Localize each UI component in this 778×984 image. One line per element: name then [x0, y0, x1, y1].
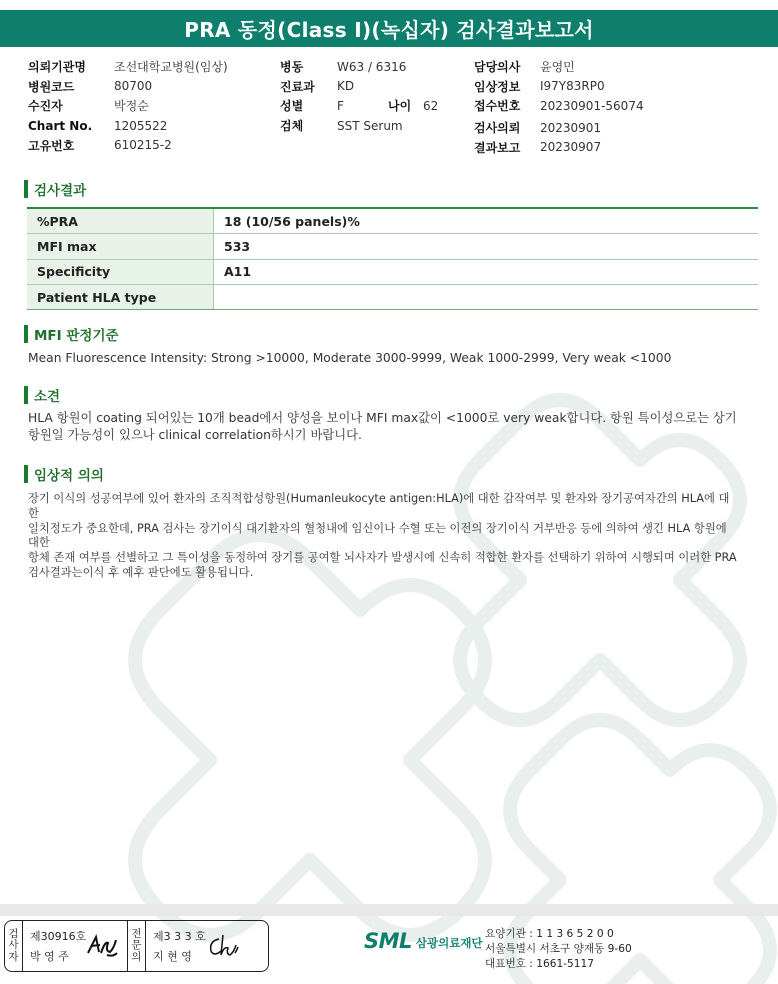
- info-column-2: [280, 57, 438, 135]
- info-value: 윤영민: [540, 60, 575, 75]
- info-label: 병동: [280, 60, 304, 75]
- expert-signature: [207, 933, 243, 959]
- row-value: 533: [224, 238, 251, 254]
- info-value: KD: [337, 79, 355, 94]
- institution-logo: [364, 929, 483, 953]
- row-value: A11: [224, 264, 252, 280]
- opinion-line: 항원일 가능성이 있으나 clinical correlation하시기 바랍니다.: [28, 428, 362, 442]
- info-value: F: [337, 98, 344, 113]
- opinion-line: HLA 항원이 coating 되어있는 10개 bead에서 양성을 보이나 MFI max값이 <1000로 very weak합니다. 항원 특이성으로는 상기: [28, 411, 737, 425]
- info-label: 검체: [280, 119, 304, 134]
- info-label: Chart No.: [28, 118, 93, 133]
- info-label: 병원코드: [28, 79, 75, 94]
- info-row: [280, 57, 438, 77]
- results-table: [27, 207, 758, 310]
- contact-line: 요양기관 : 1 1 3 6 5 2 0 0: [485, 928, 614, 940]
- info-value: 20230901-56074: [540, 98, 644, 113]
- section-title: 검사결과: [34, 183, 87, 199]
- tester-label-char: 검: [8, 927, 19, 940]
- row-label: MFI max: [27, 234, 214, 258]
- clinical-line: 항체 존재 여부를 선별하고 그 특이성을 동정하여 장기를 공여할 뇌사자가 발생시에 신속히 적합한 환자를 선택하기 위하여 시행되며 이러한 PRA: [28, 551, 737, 565]
- mfi-criteria-text: Mean Fluorescence Intensity: Strong >10000, Moderate 3000-9999, Weak 1000-2999, Very weak <1000: [28, 351, 672, 365]
- info-value: 20230907: [540, 140, 602, 155]
- info-row: [474, 137, 644, 157]
- expert-cell: [146, 921, 251, 971]
- age-label: 나이: [388, 99, 412, 114]
- info-value: 80700: [114, 79, 153, 94]
- info-label: 고유번호: [28, 138, 75, 153]
- info-row: [280, 77, 438, 97]
- table-row: [27, 260, 758, 285]
- info-value: SST Serum: [337, 118, 403, 133]
- info-column-1: [28, 57, 228, 155]
- expert-label-char: 의: [131, 950, 142, 963]
- info-label: 의뢰기관명: [28, 60, 86, 75]
- table-row: [27, 285, 758, 310]
- section-results-header: [24, 180, 86, 198]
- footer-separator: [0, 904, 778, 916]
- info-row: [474, 96, 644, 116]
- info-label: 검사의뢰: [474, 121, 521, 136]
- section-clinical-header: [24, 465, 104, 483]
- info-value: 박정순: [114, 99, 149, 114]
- clinical-line: 장기 이식의 성공여부에 있어 환자의 조직적합성항원(Humanleukocyte antigen:HLA)에 대한 감작여부 및 환자와 장기공여자간의 HLA에 대한: [28, 492, 730, 520]
- tester-signature: [85, 933, 119, 959]
- info-row: [474, 77, 644, 97]
- section-title: 소견: [34, 389, 61, 405]
- info-row: [474, 118, 644, 138]
- info-row: [280, 96, 438, 116]
- tester-label-char: 사: [8, 939, 19, 952]
- logo-mark: SML: [364, 929, 412, 953]
- contact-line: 대표번호 : 1661-5117: [485, 958, 594, 970]
- row-label: Specificity: [27, 260, 214, 284]
- expert-license-no: 제3 3 3 호: [153, 930, 206, 943]
- section-marker: [24, 180, 28, 198]
- row-value: 18 (10/56 panels)%: [224, 213, 360, 229]
- info-row: [28, 57, 228, 77]
- info-column-3: [474, 57, 644, 157]
- clinical-significance-text: [28, 492, 740, 581]
- info-value: 20230901: [540, 120, 602, 135]
- section-marker: [24, 325, 28, 343]
- contact-line: 서울특별시 서초구 양재동 9-60: [485, 943, 632, 955]
- tester-license-no: 제30916호: [30, 930, 87, 943]
- section-title: 임상적 의의: [34, 468, 104, 484]
- section-mfi-header: [24, 325, 119, 343]
- section-marker: [24, 465, 28, 483]
- expert-label-char: 문: [131, 939, 142, 952]
- info-label: 접수번호: [474, 99, 521, 114]
- row-label: %PRA: [27, 209, 214, 233]
- info-row: [28, 135, 228, 155]
- section-marker: [24, 386, 28, 404]
- info-label: 수진자: [28, 99, 63, 114]
- expert-label: [128, 921, 146, 971]
- tester-label-char: 자: [8, 950, 19, 963]
- info-label: 결과보고: [474, 140, 521, 155]
- opinion-text: [28, 410, 748, 444]
- info-label: 임상정보: [474, 79, 521, 94]
- section-opinion-header: [24, 386, 60, 404]
- info-row: [28, 77, 228, 97]
- signature-box: [4, 920, 269, 972]
- expert-label-char: 전: [131, 927, 142, 940]
- info-row: [28, 116, 228, 136]
- table-row: [27, 209, 758, 234]
- info-value: 조선대학교병원(임상): [114, 60, 228, 75]
- institution-contact: [485, 927, 632, 972]
- section-title: MFI 판정기준: [34, 328, 119, 344]
- info-row: [280, 116, 438, 136]
- report-title: PRA 동정(Class I)(녹십자) 검사결과보고서: [184, 18, 594, 42]
- logo-org-name: 삼광의료재단: [415, 936, 483, 950]
- tester-label: [5, 921, 23, 971]
- clinical-line: 검사결과는이식 후 예후 판단에도 활용됩니다.: [28, 565, 254, 579]
- info-label: 진료과: [280, 79, 315, 94]
- info-value: 1205522: [114, 118, 168, 133]
- row-value: [214, 285, 758, 309]
- info-row: [28, 96, 228, 116]
- expert-name: 지 현 영: [153, 950, 192, 963]
- report-title-bar: [0, 10, 778, 47]
- info-label: 성별: [280, 99, 304, 114]
- table-row: [27, 234, 758, 259]
- clinical-line: 일치정도가 중요한데, PRA 검사는 장기이식 대기환자의 혈청내에 임신이나 수혈 또는 이전의 장기이식 거부반응 등에 의하여 생긴 HLA 항원에 대한: [28, 521, 727, 550]
- info-value: W63 / 6316: [337, 59, 407, 74]
- info-row: [474, 57, 644, 77]
- info-value: 610215-2: [114, 138, 172, 153]
- info-value: I97Y83RP0: [540, 79, 605, 94]
- tester-name: 박 영 주: [30, 950, 69, 963]
- age-value: 62: [423, 98, 439, 113]
- row-label: Patient HLA type: [27, 285, 214, 309]
- info-label: 담당의사: [474, 60, 521, 75]
- tester-cell: [23, 921, 128, 971]
